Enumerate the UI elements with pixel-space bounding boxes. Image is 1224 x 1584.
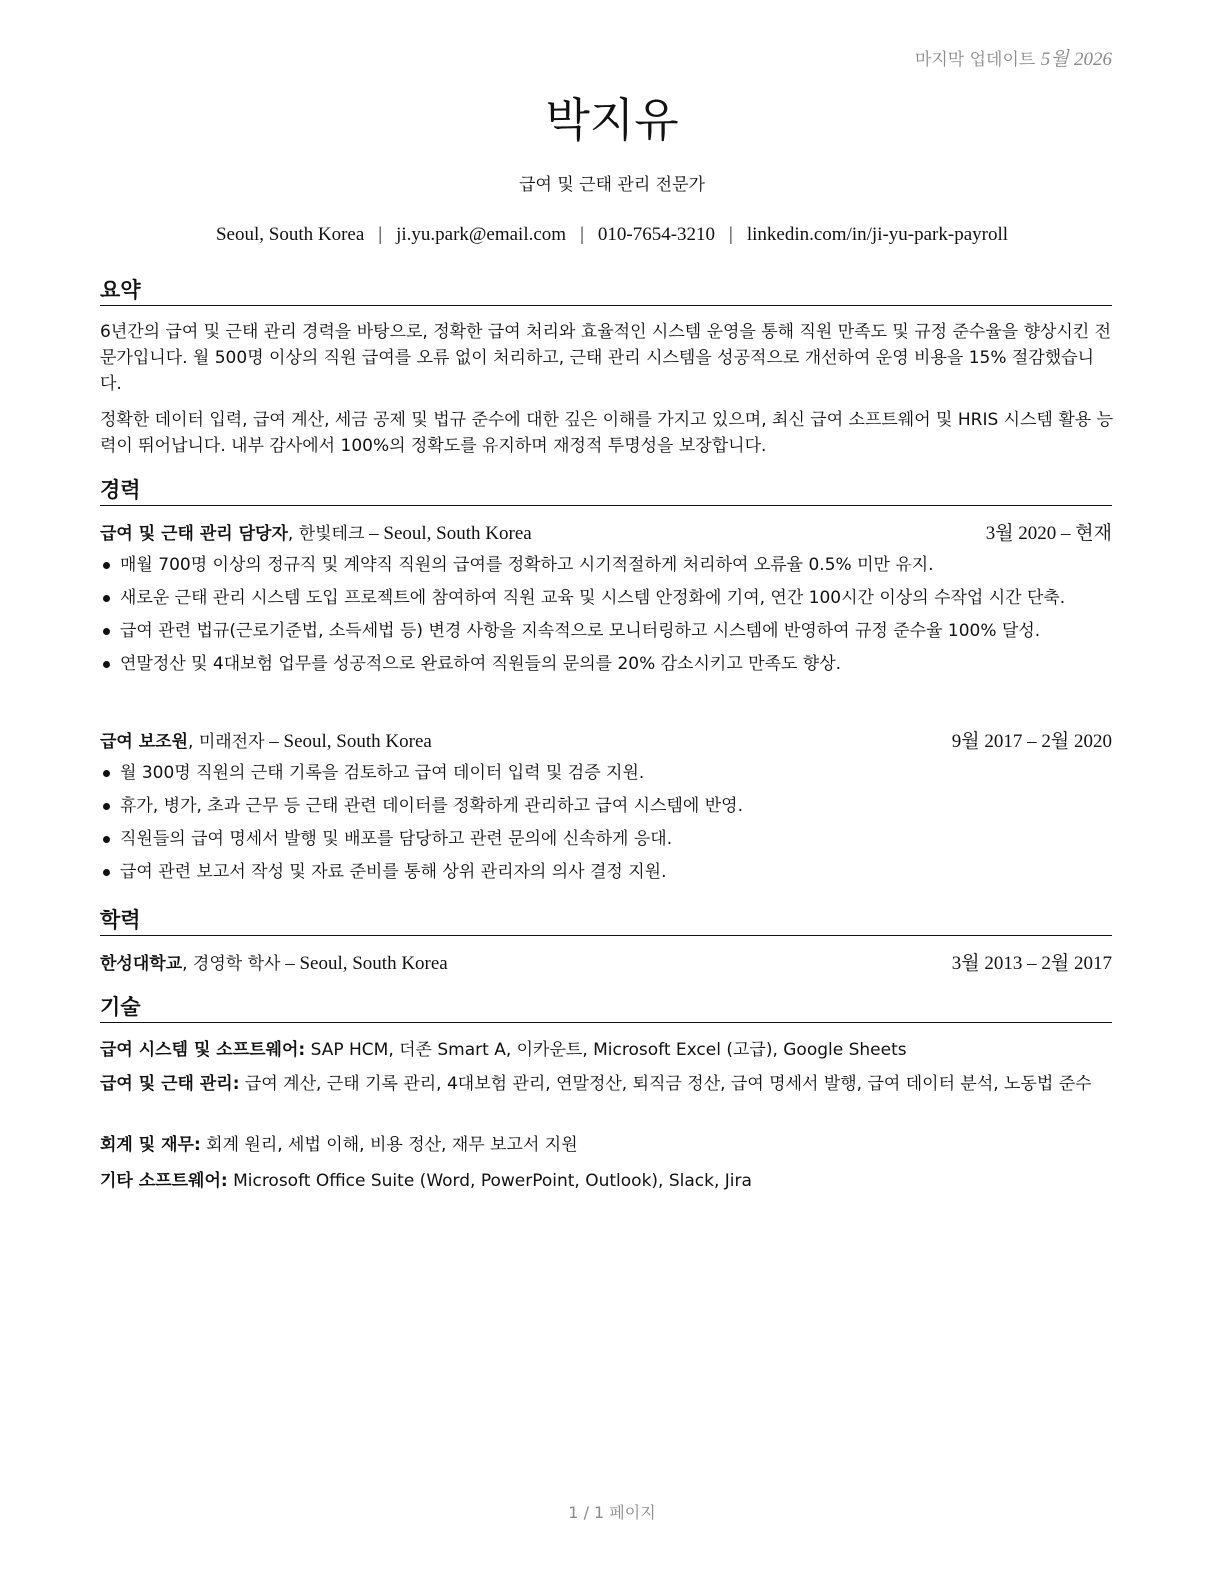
job-company: , 한빛테크 [287,524,365,544]
skill-label: 기타 소프트웨어: [100,1171,228,1191]
contact-separator: | [378,224,383,245]
page-number: 1 / 1 페이지 [568,1503,656,1522]
last-updated-label: 마지막 업데이트 [914,50,1036,70]
skill-row [100,1132,1114,1158]
job-bullets [100,760,1120,892]
skill-value: SAP HCM, 더존 Smart A, 이카운트, Microsoft Excel (고급), Google Sheets [305,1040,907,1060]
contact-phone[interactable]: 010-7654-3210 [597,224,716,245]
list-item: 연말정산 및 4대보험 업무를 성공적으로 완료하여 직원들의 문의를 20% 감소시키고 만족도 향상. [100,651,1120,677]
candidate-headline: 급여 및 근태 관리 전문가 [519,175,705,195]
list-item: 급여 관련 법규(근로기준법, 소득세법 등) 변경 사항을 지속적으로 모니터링하고 시스템에 반영하여 규정 준수율 100% 달성. [100,618,1120,644]
section-title-skills: 기술 [100,993,1112,1023]
contact-separator: | [729,224,733,245]
job-role: 급여 및 근태 관리 담당자 [100,524,288,544]
job-bullets [100,552,1120,684]
job-dates: 3월 2020 – 현재 [985,523,1112,544]
list-item: 휴가, 병가, 초과 근무 등 근태 관련 데이터를 정확하게 관리하고 급여 시스템에 반영. [100,793,1120,819]
list-item: 매월 700명 이상의 정규직 및 계약직 직원의 급여를 정확하고 시기적절하게 처리하여 오류율 0.5% 미만 유지. [100,552,1120,578]
job-header [100,729,1112,755]
skill-label: 회계 및 재무: [100,1135,201,1155]
list-item: 월 300명 직원의 근태 기록을 검토하고 급여 데이터 입력 및 검증 지원. [100,760,1120,786]
job-dates: 9월 2017 – 2월 2020 [951,731,1112,752]
skill-row [100,1071,1114,1097]
skill-row [100,1168,1114,1194]
list-item: 새로운 근태 관리 시스템 도입 프로젝트에 참여하여 직원 교육 및 시스템 안정화에 기여, 연간 100시간 이상의 수작업 시간 단축. [100,585,1120,611]
last-updated-year: 2026 [1074,49,1112,70]
section-title-experience: 경력 [100,476,1112,506]
education-dates: 3월 2013 – 2월 2017 [951,953,1112,974]
skill-value: 급여 계산, 근태 기록 관리, 4대보험 관리, 연말정산, 퇴직금 정산, 급여 명세서 발행, 급여 데이터 분석, 노동법 준수 [239,1074,1092,1094]
job-company: , 미래전자 [188,732,265,752]
summary-paragraph: 6년간의 급여 및 근태 관리 경력을 바탕으로, 정확한 급여 처리와 효율적인 시스템 운영을 통해 직원 만족도 및 규정 준수율을 향상시킨 전문가입니다. 월 500명 이상의 직원 급여를 오류 없이 처리하고, 근태 관리 시스템을 성공적으로 개선하여 운영 비용을 15% 절감했습니다. [100,322,1112,394]
education-degree: , 경영학 학사 [182,954,281,974]
education-entry [100,951,1112,977]
contact-line [0,224,1224,246]
skill-value: 회계 원리, 세법 이해, 비용 정산, 재무 보고서 지원 [200,1135,578,1155]
contact-linkedin[interactable]: linkedin.com/in/ji-yu-park-payroll [746,224,1009,245]
contact-email[interactable]: ji.yu.park@email.com [396,224,567,245]
education-school: 한성대학교 [100,954,183,974]
contact-separator: | [580,224,584,245]
section-title-summary: 요약 [100,276,1112,306]
section-title-education: 학력 [100,906,1112,936]
education-location: – Seoul, South Korea [280,953,448,974]
skill-label: 급여 시스템 및 소프트웨어: [100,1040,306,1060]
summary-paragraph: 정확한 데이터 입력, 급여 계산, 세금 공제 및 법규 준수에 대한 깊은 이해를 가지고 있으며, 최신 급여 소프트웨어 및 HRIS 시스템 활용 능력이 뛰어납니다. 내부 감사에서 100%의 정확도를 유지하며 재정적 투명성을 보장합니다. [100,410,1114,456]
last-updated [915,44,1112,71]
skill-row [100,1037,1114,1063]
candidate-name: 박지유 [545,93,679,147]
job-header [100,521,1112,547]
skill-label: 급여 및 근태 관리: [100,1074,240,1094]
contact-location: Seoul, South Korea [215,224,365,245]
last-updated-month: 5월 [1040,49,1069,70]
job-location: – Seoul, South Korea [364,523,532,544]
list-item: 직원들의 급여 명세서 발행 및 배포를 담당하고 관련 문의에 신속하게 응대. [100,826,1120,852]
skill-value: Microsoft Office Suite (Word, PowerPoint, Outlook), Slack, Jira [227,1171,752,1191]
list-item: 급여 관련 보고서 작성 및 자료 준비를 통해 상위 관리자의 의사 결정 지원. [100,859,1120,885]
job-location: – Seoul, South Korea [264,731,432,752]
job-role: 급여 보조원 [100,732,189,752]
